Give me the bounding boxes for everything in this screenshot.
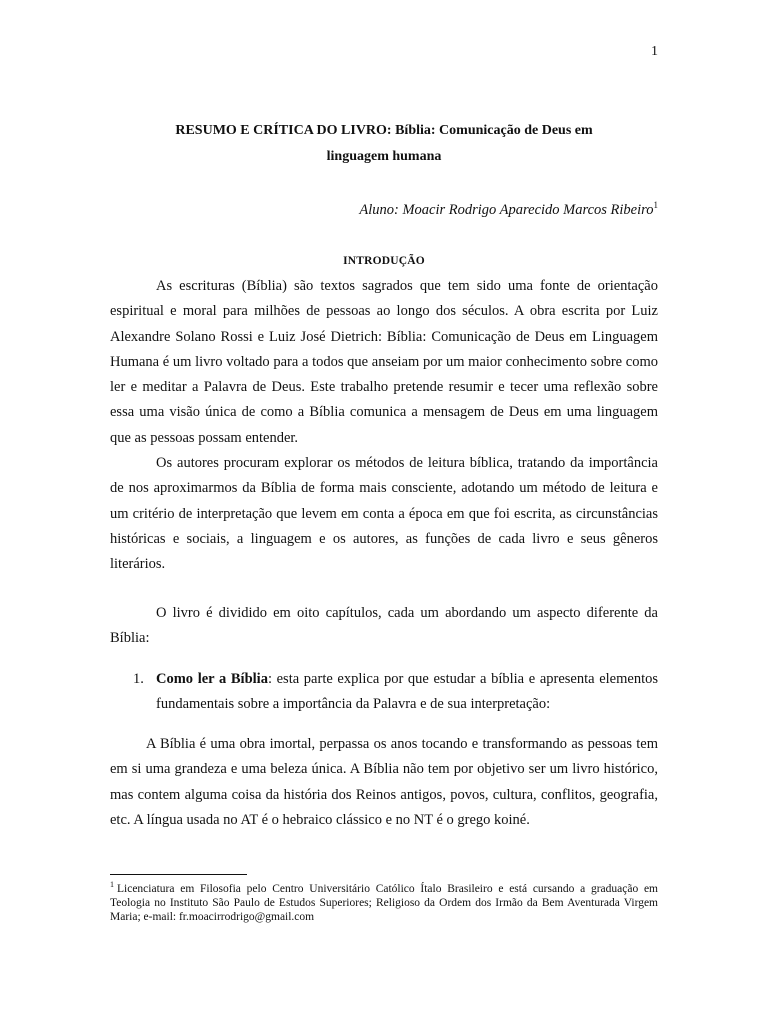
paragraph-4 <box>110 732 658 833</box>
footnote-text: Licenciatura em Filosofia pelo Centro Universitário Católico Ítalo Brasileiro e está cursando a graduação em Teologia no Instituto São Paulo de Estudos Superiores; Religioso da Ordem dos Irmão da Bem Aventurada Virgem Maria; e-mail: fr.moacirrodrigo@gmail.com <box>110 882 658 924</box>
list-item-bold: Como ler a Bíblia <box>156 671 268 687</box>
author-line <box>359 200 658 219</box>
paragraph-text: As escrituras (Bíblia) são textos sagrados que tem sido uma fonte de orientação espiritual e moral para milhões de pessoas ao longo dos séculos. A obra escrita por Luiz Alexandre Solano Rossi e Luiz José Dietrich: Bíblia: Comunicação de Deus em Linguagem Humana é um livro voltado para a todos que anseiam por um maior conhecimento sobre como ler e meditar a Palavra de Deus. Este trabalho pretende resumir e tecer uma reflexão sobre essa uma visão única de como a Bíblia comunica a mensagem de Deus em uma linguagem que as pessoas possam entender. <box>110 278 658 446</box>
paragraph-1 <box>110 274 658 451</box>
footnote-divider <box>110 874 247 875</box>
author-footnote-mark: 1 <box>653 200 658 210</box>
paragraph-text: Os autores procuram explorar os métodos de leitura bíblica, tratando da importância de nos aproximarmos da Bíblia de forma mais consciente, adotando um método de leitura e um critério de interpretação que levem em conta a época em que foi escrita, as circunstâncias históricas e sociais, a linguagem e os autores, as funções de cada livro e seus gêneros literários. <box>110 455 658 573</box>
page-number: 1 <box>651 44 658 59</box>
author-name: Aluno: Moacir Rodrigo Aparecido Marcos Ribeiro <box>359 201 654 218</box>
list-item-text: : esta parte explica por que estudar a bíblia e apresenta elementos fundamentais sobre a importância da Palavra e de sua interpretação: <box>156 671 658 713</box>
section-heading: INTRODUÇÃO <box>343 255 425 267</box>
footnote <box>110 878 658 924</box>
paragraph-text: O livro é dividido em oito capítulos, cada um abordando um aspecto diferente da Bíblia: <box>110 605 658 647</box>
paragraph-3 <box>110 601 658 652</box>
title-line-1: RESUMO E CRÍTICA DO LIVRO: Bíblia: Comunicação de Deus em <box>175 123 593 138</box>
title-line-2: linguagem humana <box>326 149 442 164</box>
chapter-list <box>110 667 658 718</box>
list-item <box>110 667 658 718</box>
paragraph-text: A Bíblia é uma obra imortal, perpassa os anos tocando e transformando as pessoas tem em si uma grandeza e uma beleza única. A Bíblia não tem por objetivo ser um livro histórico, mas contem alguma coisa da história dos Reinos antigos, povos, cultura, conflitos, geografia, etc. A língua usada no AT é o hebraico clássico e no NT é o grego koiné. <box>110 736 658 828</box>
footnote-mark: 1 <box>110 880 114 889</box>
list-item-number: 1. <box>133 671 144 687</box>
document-title <box>110 118 658 170</box>
paragraph-2 <box>110 451 658 577</box>
